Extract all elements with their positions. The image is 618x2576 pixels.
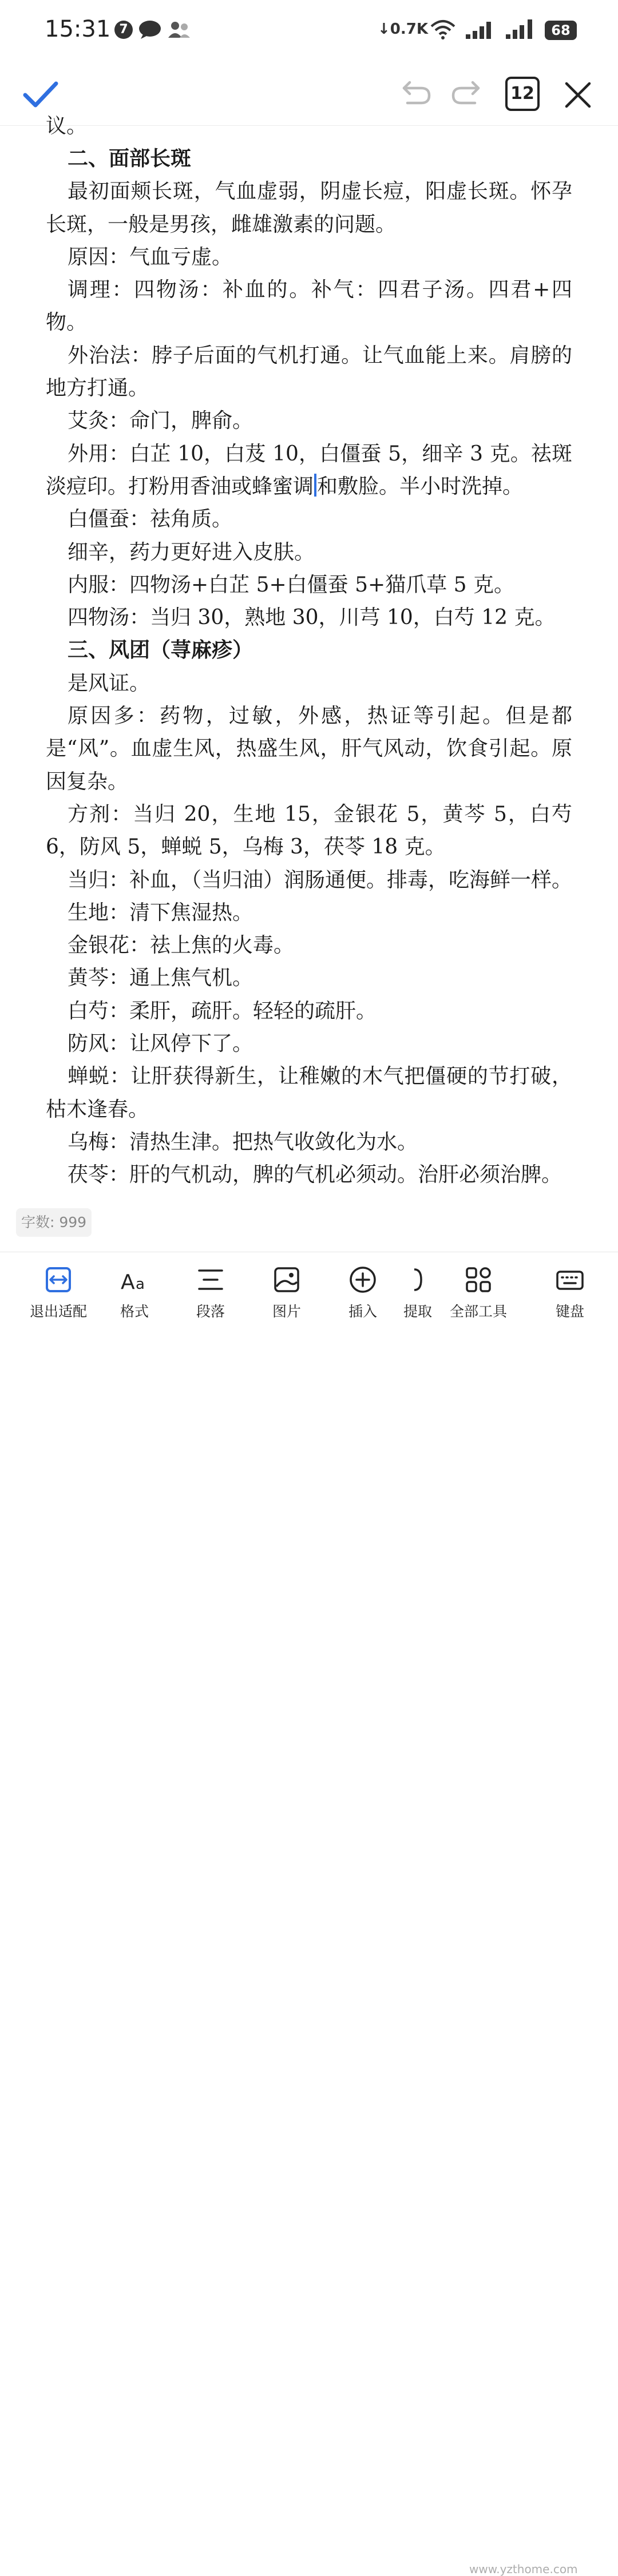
signal-icon <box>465 19 494 42</box>
paragraph-text: 白芍：柔肝，疏肝。轻轻的疏肝。 <box>68 999 377 1023</box>
paragraph[interactable] <box>46 569 572 601</box>
watermark: www.yzthome.com <box>469 2562 578 2576</box>
paragraph-text: 是风证。 <box>68 671 150 695</box>
paragraph-icon <box>195 1264 227 1296</box>
keyboard-icon <box>554 1264 586 1296</box>
all-tools-button[interactable] <box>444 1264 513 1332</box>
paragraph-text: 最初面颊长斑，气血虚弱，阴虚长痘，阳虚长斑。怀孕长斑，一般是男孩，雌雄激素的问题。 <box>46 180 572 236</box>
paragraph[interactable] <box>46 404 572 437</box>
network-speed-value: 0.7K <box>390 21 429 38</box>
paragraph-text: 内服：四物汤+白芷 5+白僵蚕 5+猫爪草 5 克。 <box>68 573 514 597</box>
redo-icon[interactable] <box>450 78 484 112</box>
paragraph[interactable] <box>46 864 572 896</box>
page-count-button[interactable]: 12 <box>505 77 540 111</box>
all-tools-icon <box>462 1264 494 1296</box>
paragraph[interactable] <box>46 962 572 994</box>
paragraph[interactable] <box>46 798 572 864</box>
roaming-signal-icon <box>505 17 537 42</box>
paragraph-text: 原因：气血亏虚。 <box>68 245 233 269</box>
svg-text:a: a <box>136 1276 145 1293</box>
exit-fit-icon <box>42 1264 74 1296</box>
image-label: 图片 <box>272 1303 301 1320</box>
paragraph-text: 蝉蜕：让肝获得新生，让稚嫩的木气把僵硬的节打破，枯木逢春。 <box>46 1065 572 1121</box>
paragraph-text: 二、面部长斑 <box>68 146 192 170</box>
status-time: 15:31 <box>45 16 111 42</box>
exit-fit-label: 退出适配 <box>29 1303 87 1320</box>
paragraph[interactable] <box>46 241 572 273</box>
editor-toolbar <box>0 63 618 126</box>
paragraph-text: 当归：补血，（当归油）润肠通便。排毒，吃海鲜一样。 <box>68 868 573 892</box>
paragraph[interactable] <box>46 1158 572 1191</box>
keyboard-button[interactable] <box>536 1264 604 1332</box>
keyboard-label: 键盘 <box>555 1303 584 1320</box>
undo-icon[interactable] <box>398 78 433 112</box>
document-body[interactable] <box>46 114 573 1247</box>
paragraph-text: 乌梅：清热生津。把热气收敛化为水。 <box>68 1130 418 1154</box>
extract-label: 提取 <box>403 1303 432 1320</box>
status-bar <box>0 0 618 63</box>
paragraph[interactable] <box>46 1060 572 1126</box>
paragraph[interactable] <box>46 1126 572 1158</box>
paragraph-label: 段落 <box>196 1303 225 1320</box>
paragraph-text: 方剂：当归 20，生地 15，金银花 5，黄芩 5，白芍 6，防风 5，蝉蜕 5，乌梅 3，茯苓 18 克。 <box>46 802 572 859</box>
section-heading[interactable] <box>46 634 572 666</box>
paragraph[interactable] <box>46 896 572 929</box>
image-icon <box>271 1264 303 1296</box>
contacts-icon <box>167 21 192 41</box>
paragraph-text: 白僵蚕：祛角质。 <box>68 507 233 531</box>
chat-icon <box>137 19 163 42</box>
insert-label: 插入 <box>348 1303 377 1320</box>
paragraph[interactable] <box>46 536 572 569</box>
paragraph-text: 金银花：祛上焦的火毒。 <box>68 934 295 958</box>
bottom-toolbar <box>0 1252 618 2576</box>
paragraph[interactable] <box>46 667 572 700</box>
paragraph-text: 三、风团（荨麻疹） <box>68 638 253 662</box>
paragraph-text: 原因多：药物，过敏，外感，热证等引起。但是都是“风”。血虚生风，热盛生风，肝气风动，饮食引起。原因复杂。 <box>46 704 572 793</box>
paragraph-button[interactable] <box>176 1264 245 1332</box>
paragraph-text: 细辛，药力更好进入皮肤。 <box>68 540 315 564</box>
paragraph[interactable] <box>46 601 572 634</box>
paragraph-text: 茯苓：肝的气机动，脾的气机必须动。治肝必须治脾。 <box>68 1163 562 1187</box>
document-paragraphs[interactable] <box>46 142 572 1192</box>
paragraph-text: 调理：四物汤：补血的。补气：四君子汤。四君+四物。 <box>46 278 572 335</box>
confirm-check-icon[interactable] <box>22 76 60 113</box>
format-button[interactable] <box>100 1264 169 1332</box>
paragraph-text: 外用：白芷 10，白芨 10，白僵蚕 5，细辛 3 克。祛斑淡痘印。打粉用香油或蜂蜜调 <box>46 442 572 498</box>
svg-text:A: A <box>121 1271 135 1294</box>
paragraph-text: 生地：清下焦湿热。 <box>68 900 253 924</box>
all-tools-label: 全部工具 <box>449 1303 507 1320</box>
extract-icon <box>402 1264 434 1296</box>
text-cursor <box>314 474 316 497</box>
battery-icon: 68 <box>545 21 577 40</box>
wifi-icon <box>430 19 455 42</box>
paragraph-text: 防风：让风停下了。 <box>68 1032 253 1056</box>
paragraph-text: 艾灸：命门，脾俞。 <box>68 409 253 433</box>
paragraph-text: 四物汤：当归 30，熟地 30，川芎 10，白芍 12 克。 <box>68 606 556 630</box>
network-speed <box>378 21 428 38</box>
paragraph[interactable] <box>46 273 572 339</box>
paragraph[interactable] <box>46 175 572 241</box>
format-icon <box>118 1264 150 1296</box>
format-label: 格式 <box>120 1303 149 1320</box>
word-count-badge: 字数: 999 <box>16 1208 92 1237</box>
download-arrow-icon: ↓ <box>378 21 390 38</box>
section-heading[interactable] <box>46 142 572 175</box>
paragraph-text: 和敷脸。半小时洗掉。 <box>317 474 524 498</box>
exit-fit-button[interactable] <box>24 1264 93 1332</box>
image-button[interactable] <box>252 1264 321 1332</box>
insert-icon <box>347 1264 379 1296</box>
paragraph[interactable] <box>46 700 572 798</box>
extract-button[interactable] <box>401 1264 435 1332</box>
paragraph[interactable] <box>46 1027 572 1060</box>
paragraph[interactable] <box>46 438 572 503</box>
paragraph[interactable] <box>46 929 572 962</box>
paragraph-text: 外治法：脖子后面的气机打通。让气血能上来。肩膀的地方打通。 <box>46 343 572 400</box>
paragraph[interactable] <box>46 503 572 535</box>
close-icon[interactable] <box>561 78 595 112</box>
paragraph-text: 黄芩：通上焦气机。 <box>68 966 253 990</box>
paragraph[interactable] <box>46 339 572 405</box>
paragraph[interactable] <box>46 995 572 1027</box>
paragraph: 议。 <box>46 114 88 138</box>
notification-badge: 7 <box>114 21 133 39</box>
insert-button[interactable] <box>328 1264 397 1332</box>
